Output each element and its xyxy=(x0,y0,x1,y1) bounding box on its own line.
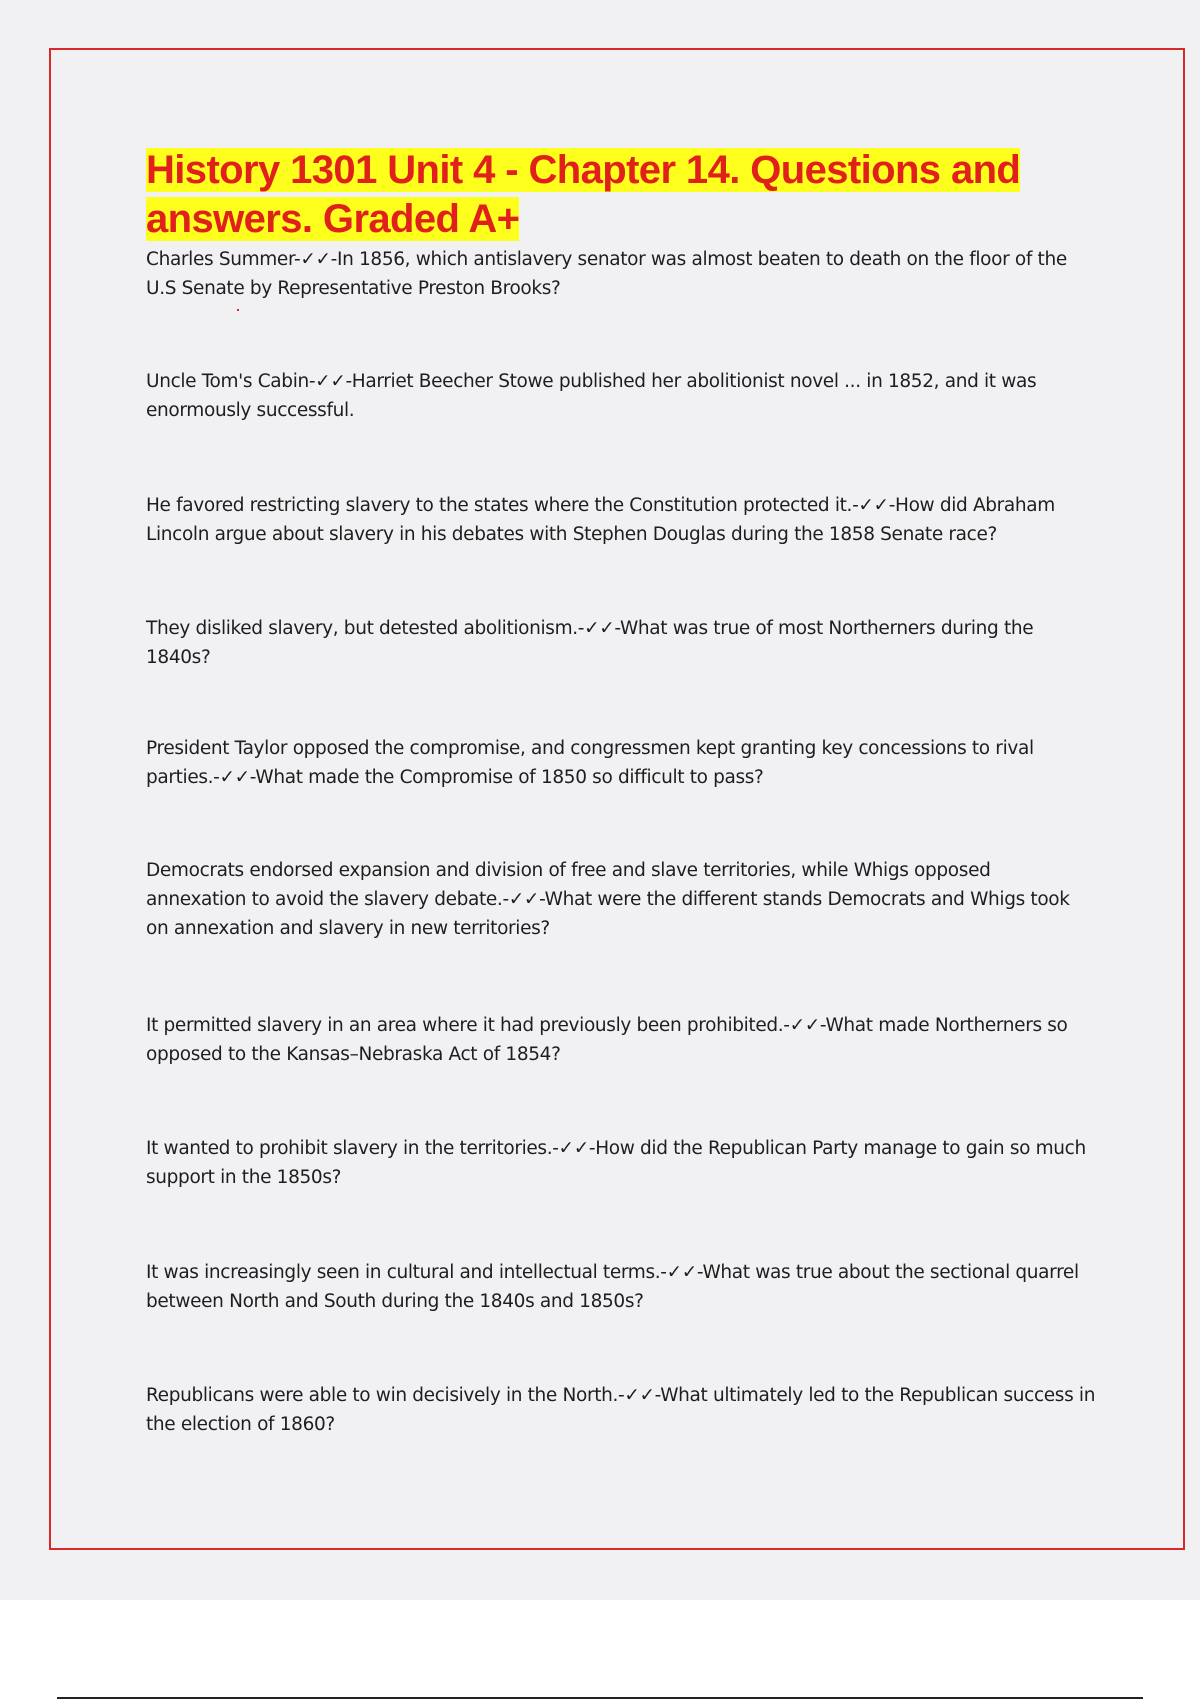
stray-mark xyxy=(237,309,239,311)
qa-item: Charles Summer-✓✓-In 1856, which antislavery senator was almost beaten to death on the floor of the U.S Senate by Representative Preston Brooks? xyxy=(146,249,1067,299)
qa-item: It permitted slavery in an area where it had previously been prohibited.-✓✓-What made Northerners so opposed to the Kansas–Nebraska Act of 1854? xyxy=(146,1015,1068,1065)
footer-divider xyxy=(57,1697,1143,1699)
qa-item: It was increasingly seen in cultural and intellectual terms.-✓✓-What was true about the sectional quarrel between North and South during the 1840s and 1850s? xyxy=(146,1262,1079,1312)
qa-item: He favored restricting slavery to the states where the Constitution protected it.-✓✓-How did Abraham Lincoln argue about slavery in his debates with Stephen Douglas during the 1858 Senate race? xyxy=(146,495,1055,545)
document-title xyxy=(146,146,1046,244)
qa-item: Uncle Tom's Cabin-✓✓-Harriet Beecher Stowe published her abolitionist novel ... in 1852, and it was enormously successful. xyxy=(146,371,1037,421)
title-highlight: History 1301 Unit 4 - Chapter 14. Questions and answers. Graded A+ xyxy=(146,148,1021,241)
qa-item: It wanted to prohibit slavery in the territories.-✓✓-How did the Republican Party manage to gain so much support in the 1850s? xyxy=(146,1138,1086,1188)
qa-item: President Taylor opposed the compromise, and congressmen kept granting key concessions to rival parties.-✓✓-What made the Compromise of 1850 so difficult to pass? xyxy=(146,738,1034,788)
qa-item: Democrats endorsed expansion and division of free and slave territories, while Whigs opposed annexation to avoid the slavery debate.-✓✓-What were the different stands Democrats and Whigs took on annexation and slavery in new territories? xyxy=(146,860,1070,939)
qa-item: Republicans were able to win decisively in the North.-✓✓-What ultimately led to the Republican success in the election of 1860? xyxy=(146,1385,1096,1435)
qa-item: They disliked slavery, but detested abolitionism.-✓✓-What was true of most Northerners during the 1840s? xyxy=(146,618,1034,668)
